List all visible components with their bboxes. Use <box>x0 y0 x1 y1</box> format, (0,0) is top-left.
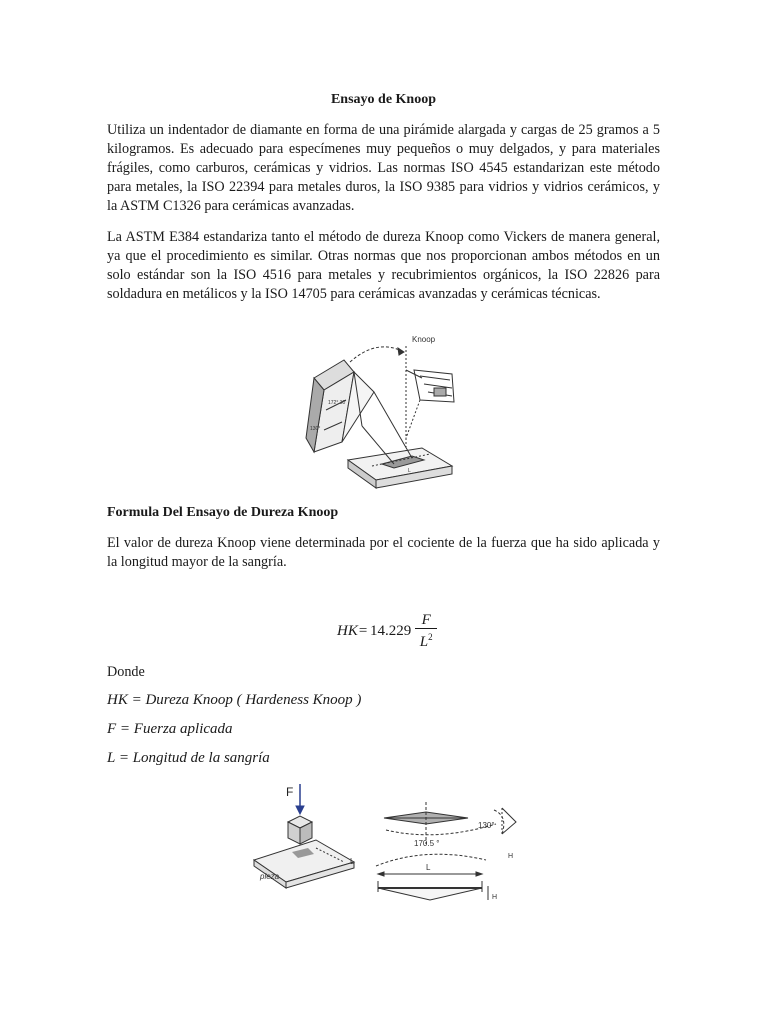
knoop-indenter-diagram <box>302 330 462 492</box>
label-f: F <box>286 785 294 799</box>
formula-denominator: L <box>419 634 429 650</box>
paragraph-standards: La ASTM E384 estandariza tanto el método de dureza Knoop como Vickers de manera general, ya que el procedimiento es similar. Otras normas que nos proporcionan ambos métodos en un solo estándar son la ISO 4516 para metales y recubrimientos orgánicos, la ISO 22826 para soldadura en metálicos y la ISO 14705 para cerámicas avanzadas y cerámicas técnicas. <box>107 229 660 302</box>
definition-l: L = Longitud de la sangría <box>107 750 270 766</box>
formula-fraction <box>415 612 437 650</box>
paragraph-formula-intro: El valor de dureza Knoop viene determinada por el cociente de la fuerza que ha sido aplicada y la longitud mayor de la sangría. <box>107 535 660 570</box>
label-h2: H <box>492 894 498 901</box>
label-knoop: Knoop <box>412 335 436 344</box>
formula-equals: = <box>357 622 368 639</box>
formula-lhs: HK <box>337 622 358 639</box>
formula-numerator: F <box>421 612 431 628</box>
label-pieza: pieza <box>260 872 280 881</box>
section-heading-formula: Formula Del Ensayo de Dureza Knoop <box>107 505 339 520</box>
formula-exponent: 2 <box>428 632 433 642</box>
formula-denominator-wrap <box>420 629 433 650</box>
label-l: L <box>408 468 411 474</box>
paragraph-intro: Utiliza un indentador de diamante en forma de una pirámide alargada y cargas de 25 gramos a 5 kilogramos. Es adecuado para especímenes muy pequeños o muy delgados, y para materiales frágiles, como carburos, cerámicas y vidrios. Las normas ISO 4545 estandarizan este método para metales, la ISO 22394 para metales duros, la ISO 9385 para vidrios y vidrios cerámicos, y la ASTM C1326 para cerámicas avanzadas. <box>107 122 660 214</box>
label-l-side: L <box>350 857 355 866</box>
label-l-top: L <box>426 863 431 872</box>
formula-coefficient: 14.229 <box>369 622 412 639</box>
label-angle-b: 130° <box>310 426 321 432</box>
definition-f: F = Fuerza aplicada <box>107 721 233 737</box>
knoop-formula <box>337 612 437 650</box>
label-angle-170: 170.5 ° <box>414 839 440 848</box>
donde-label: Donde <box>107 664 145 680</box>
definition-hk: HK = Dureza Knoop ( Hardeness Knoop ) <box>107 692 362 708</box>
label-h1: H <box>508 853 514 860</box>
page-title: Ensayo de Knoop <box>330 92 437 107</box>
label-angle-130: 130° <box>478 821 495 830</box>
knoop-geometry-diagram <box>246 782 526 907</box>
label-angle-a: 172° 30' <box>328 400 347 406</box>
